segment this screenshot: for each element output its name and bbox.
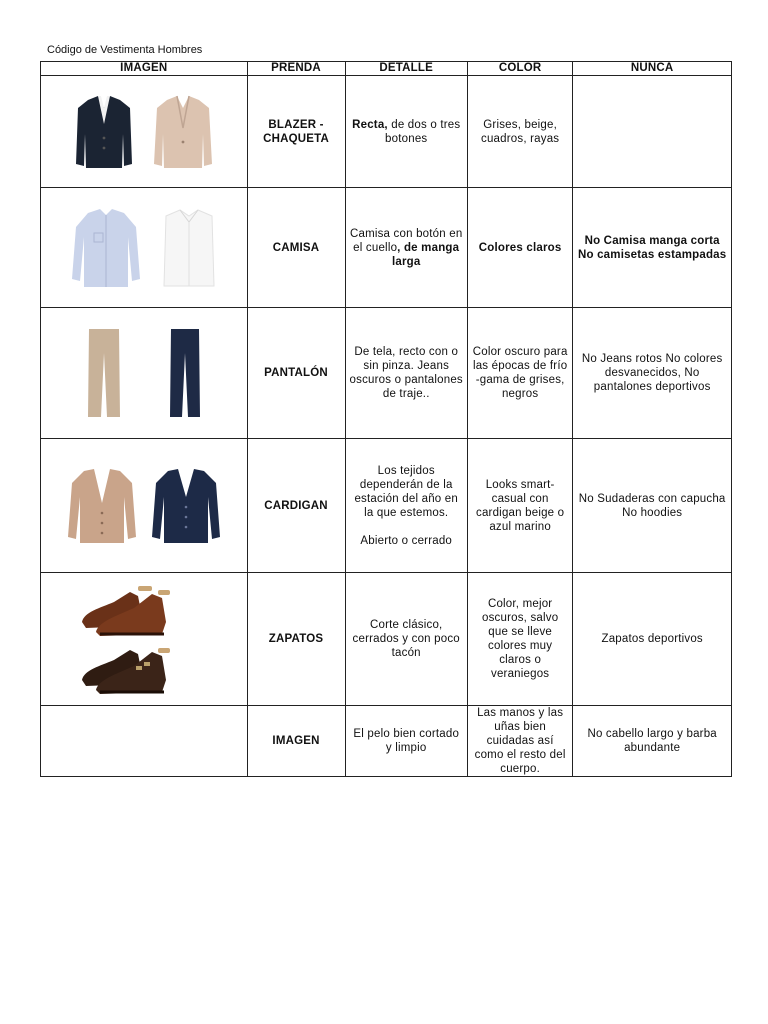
shirt-image-cell <box>41 188 248 308</box>
prenda-cardigan: CARDIGAN <box>247 439 345 573</box>
camel-cardigan-image <box>66 467 138 545</box>
detalle-blazer-rest: de dos o tres botones <box>385 118 461 145</box>
nunca-blazer <box>573 76 732 188</box>
color-camisa: Colores claros <box>467 188 572 308</box>
table-row <box>41 706 732 777</box>
cardigan-image-cell <box>41 439 248 573</box>
brown-oxford-shoes-image <box>78 582 210 638</box>
color-pantalon: Color oscuro para las épocas de frío -gama de grises, negros <box>467 308 572 439</box>
detalle-cardigan-a: Los tejidos dependerán de la estación del año en la que estemos. <box>354 464 458 519</box>
color-imagen: Las manos y las uñas bien cuidadas así como el resto del cuerpo. <box>467 706 572 777</box>
nunca-imagen: No cabello largo y barba abundante <box>573 706 732 777</box>
detalle-blazer-bold: Recta, <box>352 118 388 131</box>
detalle-cardigan-b: Abierto o cerrado <box>360 534 453 547</box>
header-detalle: DETALLE <box>345 62 467 76</box>
nunca-pantalon: No Jeans rotos No colores desvanecidos, No pantalones deportivos <box>573 308 732 439</box>
detalle-blazer <box>345 76 467 188</box>
detalle-camisa-a: Camisa con botón en el cuello <box>349 227 463 254</box>
navy-cardigan-image <box>150 467 222 545</box>
dark-suede-monk-shoes-image <box>78 640 210 696</box>
prenda-camisa: CAMISA <box>247 188 345 308</box>
table-row <box>41 188 732 308</box>
table-row <box>41 573 732 706</box>
prenda-pantalon: PANTALÓN <box>247 308 345 439</box>
nunca-camisa: No Camisa manga corta No camisetas estampadas <box>573 188 732 308</box>
beige-blazer-image <box>152 94 214 170</box>
header-row <box>41 62 732 76</box>
light-blue-shirt-image <box>70 207 142 289</box>
table-row <box>41 439 732 573</box>
detalle-pantalon: De tela, recto con o sin pinza. Jeans oscuros o pantalones de traje.. <box>345 308 467 439</box>
document-title: Código de Vestimenta Hombres <box>47 44 203 56</box>
table-row <box>41 308 732 439</box>
detalle-cardigan <box>345 439 467 573</box>
nunca-cardigan: No Sudaderas con capucha No hoodies <box>573 439 732 573</box>
prenda-imagen: IMAGEN <box>247 706 345 777</box>
white-shirt-image <box>160 208 218 288</box>
dress-code-table <box>40 61 732 777</box>
header-imagen: IMAGEN <box>41 62 248 76</box>
color-cardigan: Looks smart-casual con cardigan beige o azul marino <box>467 439 572 573</box>
navy-pants-image <box>168 327 202 419</box>
header-nunca: NUNCA <box>573 62 732 76</box>
table-row <box>41 76 732 188</box>
detalle-imagen: El pelo bien cortado y limpio <box>345 706 467 777</box>
header-color: COLOR <box>467 62 572 76</box>
nunca-zapatos: Zapatos deportivos <box>573 573 732 706</box>
imagen-empty-cell <box>41 706 248 777</box>
pants-image-cell <box>41 308 248 439</box>
detalle-camisa <box>345 188 467 308</box>
navy-blazer-image <box>74 94 134 170</box>
detalle-camisa-b: , de manga larga <box>391 241 460 268</box>
khaki-pants-image <box>86 327 122 419</box>
color-blazer: Grises, beige, cuadros, rayas <box>467 76 572 188</box>
prenda-zapatos: ZAPATOS <box>247 573 345 706</box>
prenda-blazer: BLAZER - CHAQUETA <box>247 76 345 188</box>
detalle-zapatos: Corte clásico, cerrados y con poco tacón <box>345 573 467 706</box>
blazer-image-cell <box>41 76 248 188</box>
header-prenda: PRENDA <box>247 62 345 76</box>
shoes-image-cell <box>41 573 248 706</box>
color-zapatos: Color, mejor oscuros, salvo que se lleve colores muy claros o veraniegos <box>467 573 572 706</box>
